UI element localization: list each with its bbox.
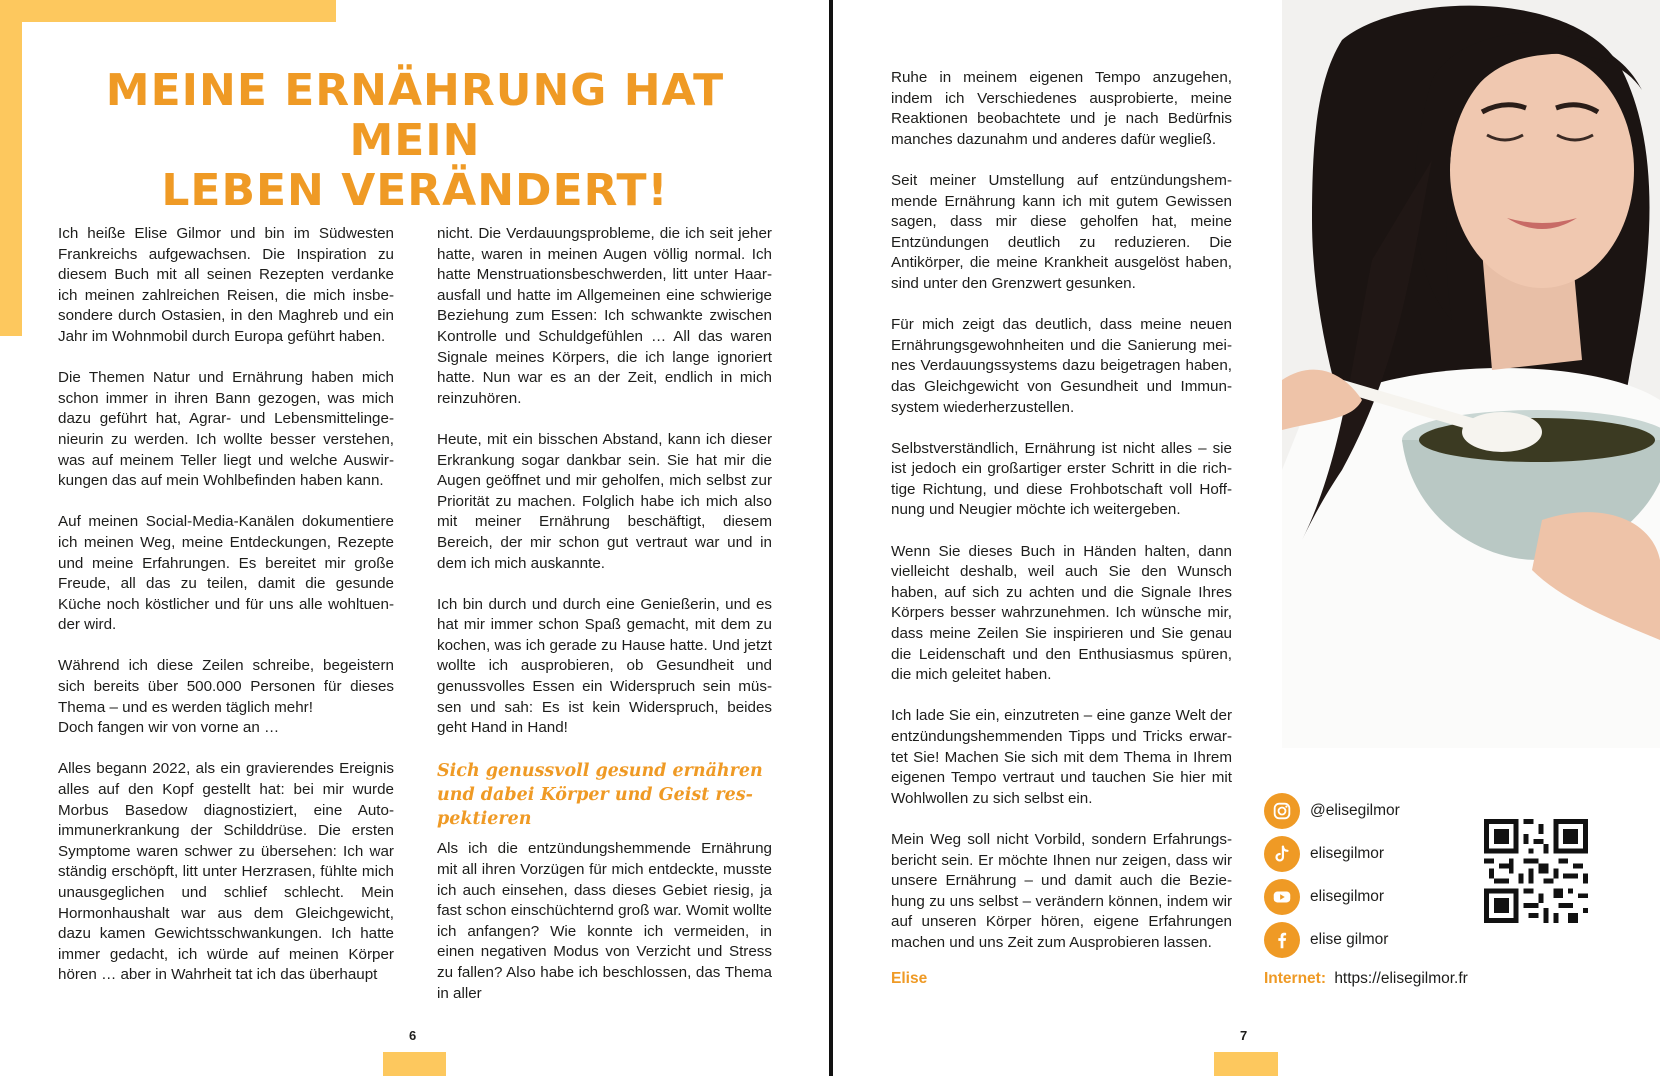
title-line-2: LEBEN VERÄNDERT!	[161, 165, 669, 216]
social-row-tiktok[interactable]	[1264, 832, 1484, 875]
text-column-1	[58, 224, 394, 1007]
paragraph: Als ich die entzündungshemmende Ernährung mit all ihren Vorzügen für mich entdeckte, musste ich auch einsehen, dass dieses Gebiet riesig, ja fast schon einschüchternd groß war. Womit wollte ich anfangen? Wie konnte ich vermeiden, in einen negativen Modus von Verzicht und Stress zu fallen? Also habe ich beschlossen, das Thema in aller	[437, 840, 772, 1002]
paragraph: Ich bin durch und durch eine Genießerin, und es hat mir immer schon Spaß gemacht, mit dem zu kochen, was ich gerade zu Hause hatte. Und jetzt wollte ich ausprobieren, ob Gesundheit und genussvolles Essen ein Widerspruch sein müssen und sah: Es ist kein Widerspruch, beides geht Hand in Hand!	[437, 595, 772, 737]
footer-tab-left	[383, 1052, 446, 1076]
internet-label: Internet:	[1264, 970, 1326, 987]
tiktok-icon	[1264, 836, 1300, 872]
paragraph: Während ich diese Zeilen schreibe, begeistern sich bereits über 500.000 Personen für dieses Thema – und es werden täglich mehr! Doch fangen wir von vorne an …	[58, 657, 394, 737]
author-signature: Elise	[891, 970, 928, 987]
paragraph: nicht. Die Verdauungsprobleme, die ich seit jeher hatte, waren in meinen Augen völlig normal. Ich hatte Menstruationsbeschwerden, litt unter Haarausfall und hatte im Allgemeinen eine schwierige Beziehung zum Essen: Ich schwankte zwischen Kontrolle und Schuldgefühlen … All das waren Signale meines Körpers, die ich lange ignoriert hatte. Nun war es an der Zeit, endlich in mich reinzuhören.	[437, 225, 772, 407]
internet-line	[1264, 970, 1468, 988]
social-row-youtube[interactable]	[1264, 875, 1484, 918]
social-row-facebook[interactable]	[1264, 918, 1484, 961]
facebook-icon	[1264, 922, 1300, 958]
youtube-handle[interactable]: elisegilmor	[1310, 887, 1385, 905]
paragraph: Ich lade Sie ein, einzutreten – eine ganze Welt der entzündungshemmenden Tipps und Tricks erwartet Sie! Machen Sie sich mit dem Thema in Ihrem eigenen Tempo vertraut und tauchen Sie hier mit Wohlwollen zu sich selbst ein.	[891, 707, 1232, 807]
page-gutter	[829, 0, 833, 1076]
author-photo	[1282, 0, 1660, 748]
paragraph: Ruhe in meinem eigenen Tempo anzugehen, indem ich Verschiedenes ausprobierte, meine Reaktionen beobachtete und je nach Bedürfnis manches dazunahm und anderes dafür wegließ.	[891, 69, 1232, 148]
paragraph: Wenn Sie dieses Buch in Händen halten, dann vielleicht deshalb, weil auch Sie den Wunsch haben, auf sich zu achten und die Signale Ihres Körpers besser wahrzunehmen. Ich wünsche mir, dass meine Zeilen Sie inspirieren und Sie genau die Leidenschaft und den Enthusiasmus spüren, die mich geleitet haben.	[891, 542, 1232, 684]
title-line-1: MEINE ERNÄHRUNG HAT MEIN	[105, 65, 725, 166]
paragraph: Auf meinen Social-Media-Kanälen dokumentiere ich meinen Weg, meine Entdeckungen, Rezepte und meine Erfahrungen. Es bereitet mir große Freude, all das zu teilen, damit die gesunde Küche noch köstlicher und für uns alle wohltuender wird.	[58, 513, 394, 634]
facebook-handle[interactable]: elise gilmor	[1310, 930, 1389, 948]
social-links	[1264, 789, 1484, 961]
paragraph: Mein Weg soll nicht Vorbild, sondern Erfahrungsbericht sein. Er möchte Ihnen nur zeigen, dass wir unsere Ernährung – und damit auch die Beziehung zu uns selbst – verändern können, indem wir auf unseren Körper hören, eigene Erfahrungen machen und uns Zeit zum Ausprobieren lassen.	[891, 830, 1232, 951]
decor-bar-left	[0, 0, 22, 336]
decor-bar-top	[0, 0, 336, 22]
page-number-right: 7	[1240, 1028, 1248, 1043]
paragraph: Alles begann 2022, als ein gravierendes Ereignis alles auf den Kopf gestellt hat: bei mir wurde Morbus Basedow diagnostiziert, eine Autoimmunerkrankung der Schilddrüse. Die ersten Symptome waren schwer zu übersehen: Ich war ständig erschöpft, litt unter Herzrasen, fühlte mich unausgeglichen und schlief schlecht. Mein Hormonhaushalt war aus dem Gleichgewicht, dazu kamen Gewichtsschwankungen. Ich hatte immer gedacht, ich würde auf meinen Körper hören … aber in Wahrheit tat ich das überhaupt	[58, 760, 394, 984]
footer-tab-right	[1214, 1052, 1278, 1076]
paragraph: Heute, mit ein bisschen Abstand, kann ich dieser Erkrankung sogar dankbar sein. Sie hat mir die Augen geöffnet und mir geholfen, mich selbst zur Priorität zu machen. Folglich habe ich mich also mit meiner Ernährung beschäftigt, diesem Bereich, der mir schon gut vertraut war und in dem ich mich auskannte.	[437, 430, 772, 572]
paragraph: Für mich zeigt das deutlich, dass meine neuen Ernährungsgewohnheiten und die Sanierung meines Verdauungssystems dazu beigetragen haben, das Gleichgewicht von Gesundheit und Immunsystem wiederherzustellen.	[891, 316, 1232, 416]
youtube-icon	[1264, 879, 1300, 915]
author-photo-illustration	[1282, 0, 1660, 748]
paragraph: Die Themen Natur und Ernährung haben mich schon immer in ihren Bann gezogen, was mich dazu geführt hat, Agrar- und Lebensmittelingenieurin zu werden. Ich wollte besser verstehen, was auf meinem Teller liegt und welche Auswirkungen das auf mein Wohlbefinden haben kann.	[58, 369, 394, 490]
instagram-icon	[1264, 793, 1300, 829]
page-number-left: 6	[409, 1028, 417, 1043]
text-column-2	[437, 224, 772, 1025]
social-row-instagram[interactable]	[1264, 789, 1484, 832]
text-column-3	[891, 68, 1232, 974]
qr-code[interactable]	[1484, 819, 1588, 923]
paragraph: Selbstverständlich, Ernährung ist nicht alles – sie ist jedoch ein großartiger erster Schritt in die richtige Richtung, und diese Frohbotschaft voll Hoffnung und Neugier möchte ich weitergeben.	[891, 439, 1232, 519]
paragraph: Ich heiße Elise Gilmor und bin im Südwesten Frankreichs aufgewachsen. Die Inspiration zu diesem Buch mit all seinen Rezepten verdanke ich meinen zahlreichen Reisen, die mich insbesondere durch Ostasien, in den Maghreb und ein Jahr im Wohnmobil durch Europa geführt haben.	[58, 225, 394, 345]
page-title	[40, 66, 790, 216]
tiktok-handle[interactable]: elisegilmor	[1310, 844, 1385, 862]
instagram-handle[interactable]: @elisegilmor	[1310, 801, 1400, 819]
paragraph: Seit meiner Umstellung auf entzündungshemmende Ernährung kann ich mit gutem Gewissen sagen, dass mir diese geholfen hat, meine Entzündungen deutlich zu reduzieren. Die Antikörper, die meine Krankheit ausgelöst haben, sind unter den Grenzwert gesunken.	[891, 171, 1232, 292]
section-subheading: Sich genussvoll gesund ernähren und dabei Körper und Geist respektieren	[437, 761, 763, 830]
website-link[interactable]: https://elisegilmor.fr	[1334, 970, 1468, 987]
